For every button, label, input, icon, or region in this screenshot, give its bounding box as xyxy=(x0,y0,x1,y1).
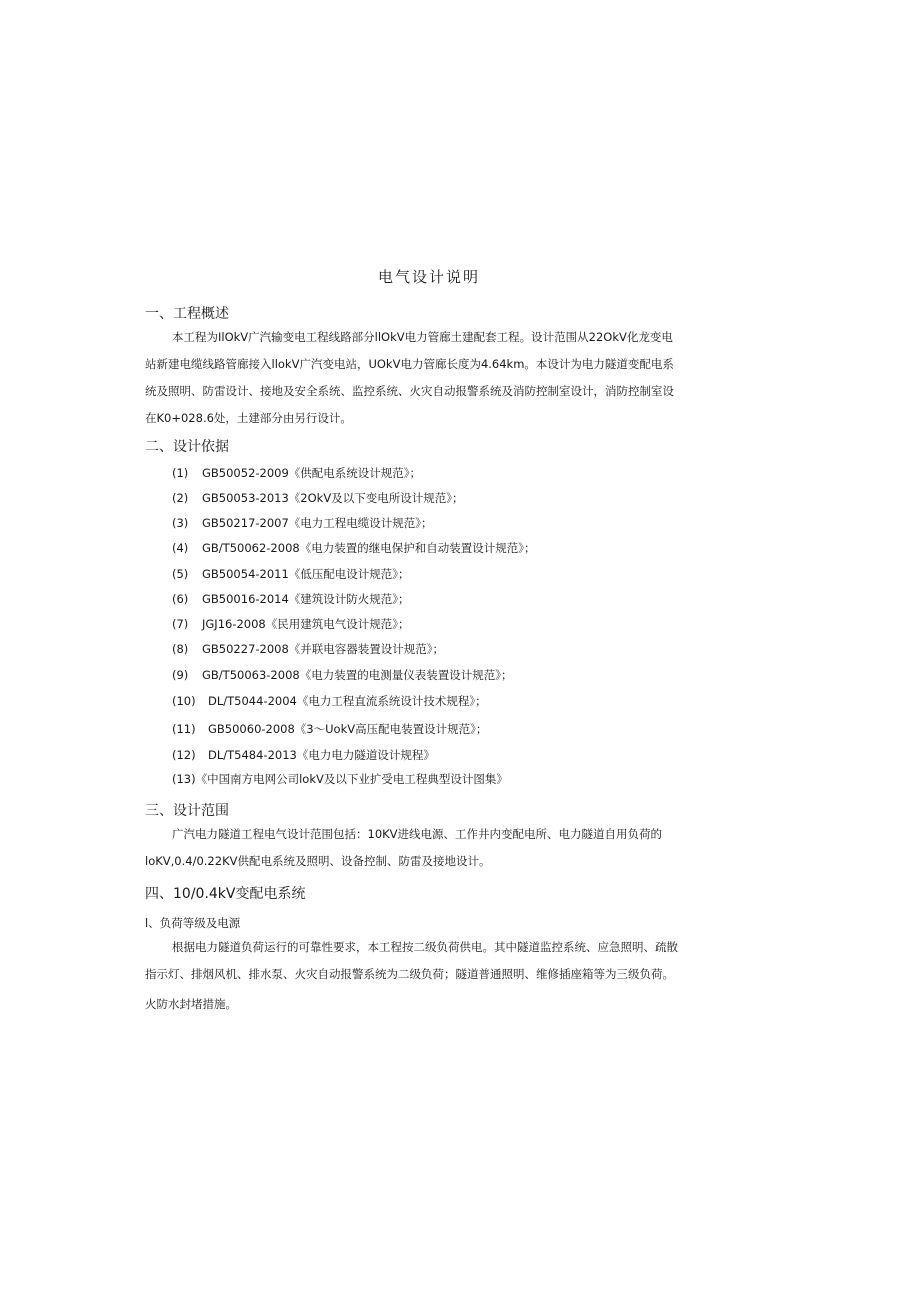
paragraph-line: 根据电力隧道负荷运行的可靠性要求，本工程按二级负荷供电。其中隧道监控系统、应急照明、疏散 xyxy=(172,940,678,954)
reference-item xyxy=(172,566,410,582)
reference-number: (3) xyxy=(172,516,189,530)
document-title: 电气设计说明 xyxy=(377,268,480,286)
paragraph-load-level xyxy=(145,934,720,1018)
reference-text: GB50217-2007《电力工程电缆设计规范》； xyxy=(202,516,433,530)
reference-text: DL/T5044-2004《电力工程直流系统设计技术规程》； xyxy=(208,694,487,708)
reference-text: DL/T5484-2013《电力电力隧道设计规程》 xyxy=(208,748,435,762)
reference-text: GB50060-2008《3～UokV高压配电装置设计规范》； xyxy=(208,722,488,736)
paragraph-line: 指示灯、排烟风机、排水泵、火灾自动报警系统为二级负荷；隧道普通照明、维修插座箱等为三级负荷。 xyxy=(145,967,674,981)
reference-number: (2) xyxy=(172,491,189,505)
reference-text: (13)《中国南方电网公司lokV及以下业扩受电工程典型设计图集》 xyxy=(172,772,508,786)
reference-item xyxy=(172,490,463,506)
paragraph-line: 本工程为IlOkV广汽输变电工程线路部分llOkV电力管廊土建配套工程。设计范围从22OkV化龙变电 xyxy=(172,330,673,344)
section-heading-basis: 二、设计依据 xyxy=(145,439,229,455)
reference-item xyxy=(172,465,421,481)
section-heading-distribution: 四、10/0.4kV变配电系统 xyxy=(145,886,306,902)
reference-number: (1) xyxy=(172,466,189,480)
reference-number: (11) xyxy=(172,722,196,736)
reference-text: GB50053-2013《2OkV及以下变电所设计规范》； xyxy=(202,491,464,505)
reference-text: GB50227-2008《并联电容器装置设计规范》； xyxy=(202,642,445,656)
paragraph-overview xyxy=(145,324,720,432)
paragraph-line: 广汽电力隧道工程电气设计范围包括：10KV进线电源、工作井内变配电所、电力隧道自用负荷的 xyxy=(172,827,663,841)
reference-text: GB/T50062-2008《电力装置的继电保护和自动装置设计规范》； xyxy=(202,541,536,555)
reference-number: (4) xyxy=(172,541,189,555)
reference-item xyxy=(172,667,512,683)
reference-number: (7) xyxy=(172,617,189,631)
paragraph-line: 站新建电缆线路管廊接入llokV广汽变电站，UOkV电力管廊长度为4.64km。本设计为电力隧道变配电系 xyxy=(145,357,674,371)
sub-heading-load-level: l、负荷等级及电源 xyxy=(145,916,241,930)
reference-number: (6) xyxy=(172,592,189,606)
reference-item xyxy=(172,641,444,657)
reference-item xyxy=(172,591,410,607)
reference-item xyxy=(172,515,433,531)
reference-text: GB/T50063-2008《电力装置的电测量仪表装置设计规范》； xyxy=(202,668,513,682)
paragraph-scope xyxy=(145,821,720,875)
section-heading-overview: 一、工程概述 xyxy=(145,306,229,322)
reference-number: (9) xyxy=(172,668,189,682)
reference-text: GB50016-2014《建筑设计防火规范》； xyxy=(202,592,410,606)
reference-item xyxy=(172,721,487,737)
reference-item xyxy=(172,747,435,763)
paragraph-line: loKV,0.4/0.22KV供配电系统及照明、设备控制、防雷及接地设计。 xyxy=(145,854,491,868)
paragraph-line: 火防水封堵措施。 xyxy=(145,997,237,1011)
reference-number: (10) xyxy=(172,694,196,708)
paragraph-line: 统及照明、防雷设计、接地及安全系统、监控系统、火灾自动报警系统及消防控制室设计，消防控制室设 xyxy=(145,384,674,398)
reference-item xyxy=(172,616,410,632)
reference-text: GB50054-2011《低压配电设计规范》； xyxy=(202,567,410,581)
section-heading-scope: 三、设计范围 xyxy=(145,803,229,819)
reference-number: (5) xyxy=(172,567,189,581)
reference-text: JGJ16-2008《民用建筑电气设计规范》； xyxy=(202,617,410,631)
reference-text: GB50052-2009《供配电系统设计规范》； xyxy=(202,466,422,480)
reference-number: (8) xyxy=(172,642,189,656)
reference-item xyxy=(172,771,508,787)
reference-item xyxy=(172,693,487,709)
reference-number: (12) xyxy=(172,748,196,762)
reference-item xyxy=(172,540,535,556)
paragraph-line: 在K0+028.6处，土建部分由另行设计。 xyxy=(145,411,352,425)
